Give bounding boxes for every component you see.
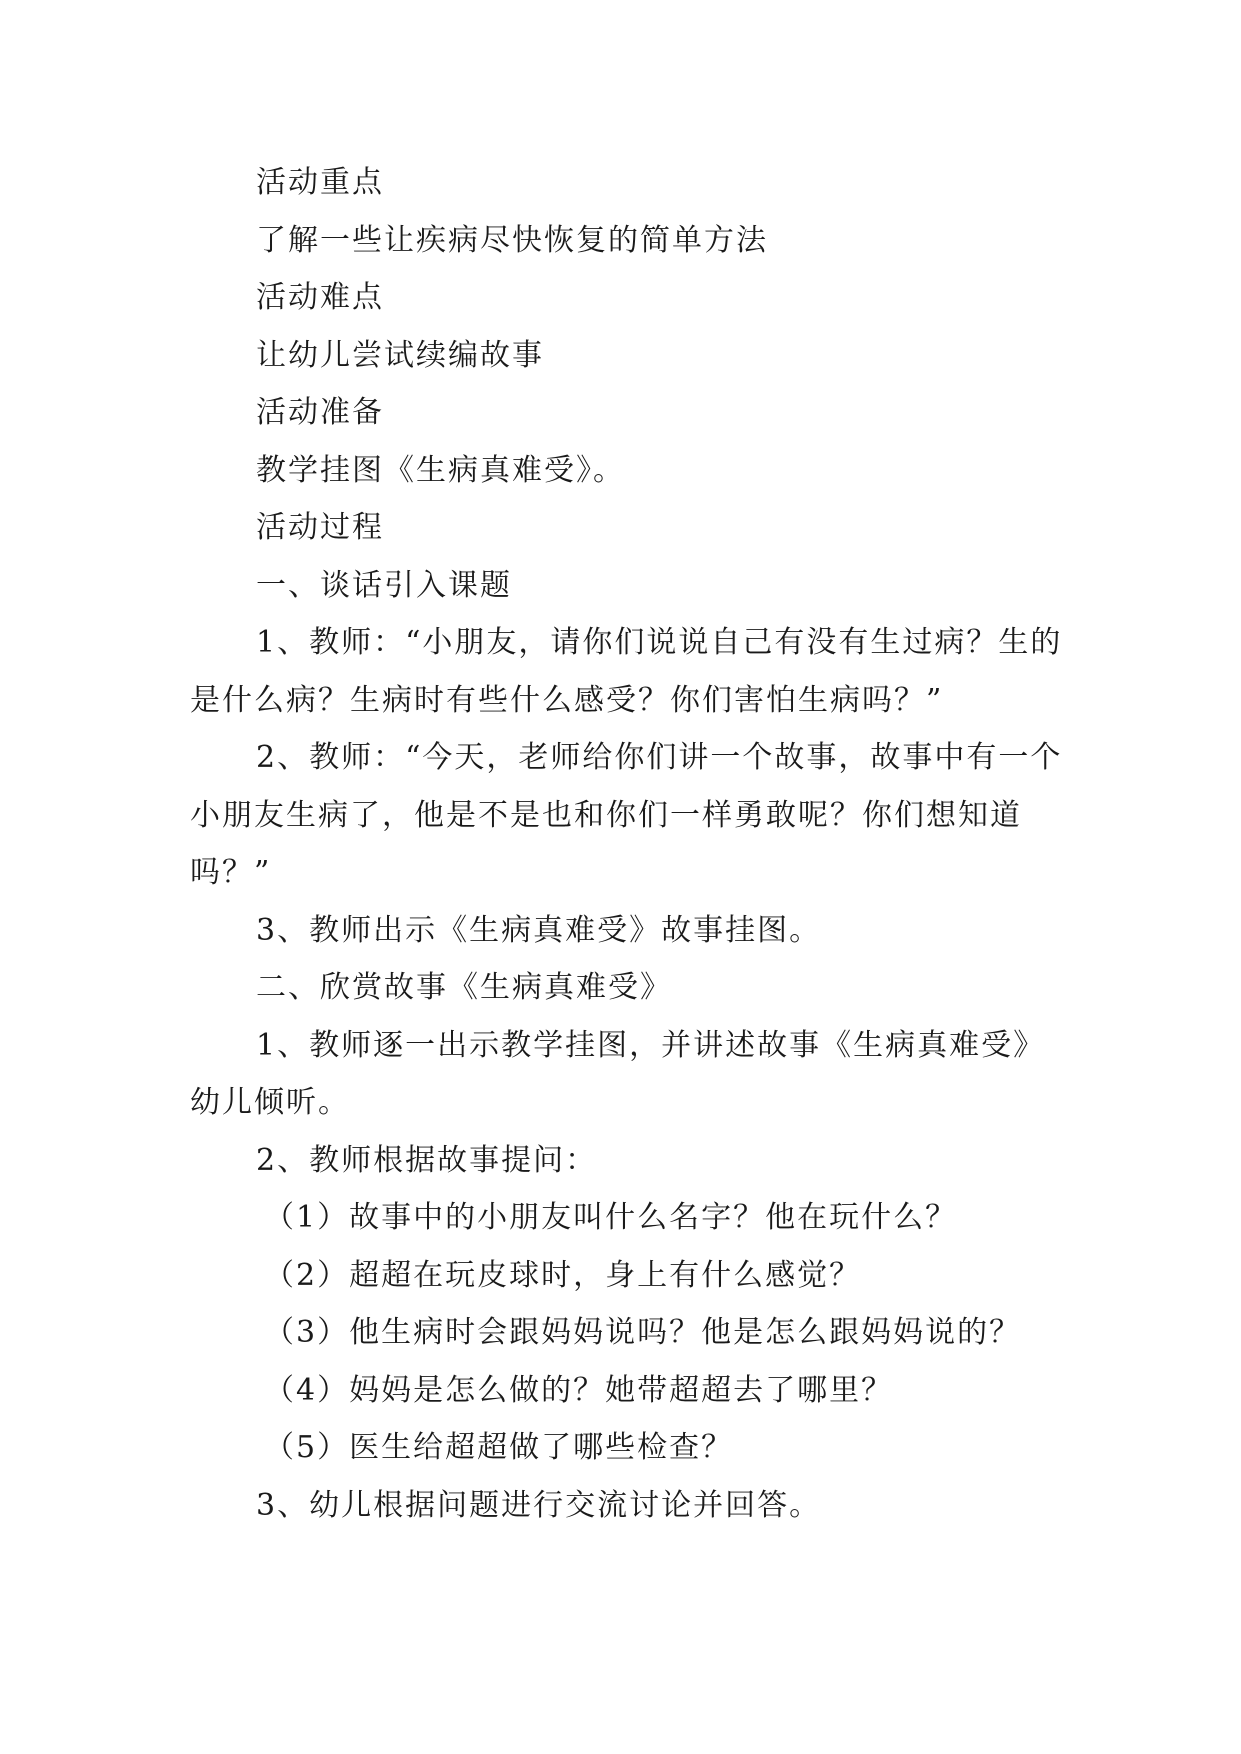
question-3: （3）他生病时会跟妈妈说吗？他是怎么跟妈妈说的？ [264, 1315, 1022, 1350]
paragraph-preparation-text: 教学挂图《生病真难受》。 [256, 452, 625, 488]
heading-activity-difficulty: 活动难点 [256, 280, 384, 315]
paragraph-focus-text: 了解一些让疾病尽快恢复的简单方法 [256, 222, 768, 258]
question-5: （5）医生给超超做了哪些检查？ [264, 1430, 734, 1465]
heading-activity-preparation: 活动准备 [256, 395, 384, 430]
question-2: （2）超超在玩皮球时，身上有什么感觉？ [264, 1257, 862, 1293]
paragraph-step-2-2: 2、教师根据故事提问： [256, 1142, 598, 1178]
heading-activity-focus: 活动重点 [256, 165, 384, 200]
paragraph-step-1-1: 1、教师：“小朋友，请你们说说自己有没有生过病？生的是什么病？生病时有些什么感受？你们害怕生病吗？” [190, 625, 1063, 718]
heading-activity-process: 活动过程 [256, 510, 384, 545]
paragraph-difficulty-text: 让幼儿尝试续编故事 [256, 337, 544, 373]
paragraph-step-1-2: 2、教师：“今天，老师给你们讲一个故事，故事中有一个小朋友生病了，他是不是也和你们一样勇敢呢？你们想知道吗？” [190, 740, 1063, 890]
section-heading-1: 一、谈话引入课题 [256, 567, 512, 603]
question-4: （4）妈妈是怎么做的？她带超超去了哪里？ [264, 1372, 894, 1408]
section-heading-2: 二、欣赏故事《生病真难受》 [256, 970, 672, 1005]
document-body [190, 154, 1075, 1534]
question-1: （1）故事中的小朋友叫什么名字？他在玩什么？ [264, 1200, 958, 1235]
paragraph-step-1-3: 3、教师出示《生病真难受》故事挂图。 [256, 912, 822, 948]
paragraph-step-2-3: 3、幼儿根据问题进行交流讨论并回答。 [256, 1487, 822, 1523]
paragraph-step-2-1: 1、教师逐一出示教学挂图，并讲述故事《生病真难受》幼儿倾听。 [190, 1027, 1046, 1120]
